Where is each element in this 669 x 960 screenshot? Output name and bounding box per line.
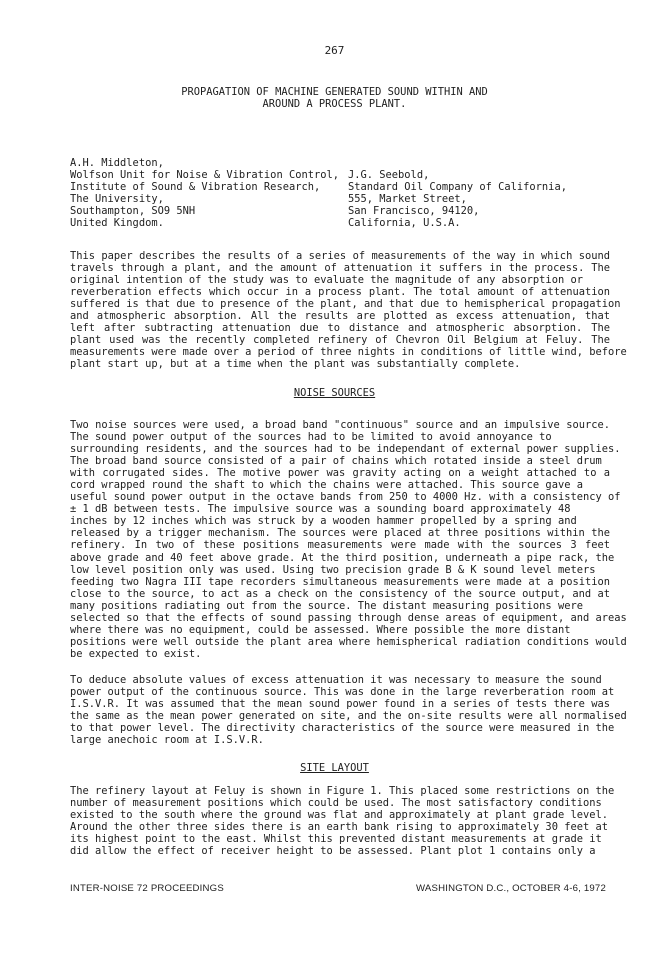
text-line: did allow the effect of receiver height to be assessed. Plant plot 1 contains only a bbox=[70, 845, 596, 858]
text-line: This paper describes the results of a series of measurements of the way in which sound bbox=[70, 250, 610, 262]
text-line: where there was no equipment, could be assessed. Where possible the more distant bbox=[70, 623, 571, 636]
text-line: The sound power output of the sources had to be limited to avoid annoyance to bbox=[70, 431, 552, 444]
author-line: 555, Market Street, bbox=[348, 193, 467, 206]
author-line: A.H. Middleton, bbox=[70, 157, 164, 169]
text-line: plant start up, but at a time when the plant was substantially complete. bbox=[70, 358, 521, 371]
text-line: many positions radiating out from the source. The distant measuring positions were bbox=[70, 599, 583, 612]
site-layout-paragraph bbox=[70, 785, 615, 858]
text-line: low level position only was used. Using two precision grade B & K sound level meters bbox=[70, 563, 596, 576]
author-right bbox=[348, 157, 567, 229]
section-heading-site-layout: SITE LAYOUT bbox=[300, 762, 369, 774]
text-line: released by a trigger mechanism. The sources were placed at three positions within the bbox=[70, 527, 610, 540]
section-heading-noise-sources: NOISE SOURCES bbox=[293, 387, 376, 399]
text-line: be expected to exist. bbox=[70, 647, 202, 660]
author-line: United Kingdom. bbox=[70, 217, 164, 230]
author-left bbox=[70, 157, 339, 229]
text-line: original intention of the study was to evaluate the magnitude of any absorption or bbox=[70, 274, 583, 287]
text-line: cord wrapped round the shaft to which the chains were attached. This source gave a bbox=[70, 479, 583, 492]
author-line: J.G. Seebold, bbox=[348, 169, 430, 182]
text-line: travels through a plant, and the amount of attenuation it suffers in the process. The bbox=[70, 262, 610, 275]
text-line: close to the source, to act as a check on the consistency of the source output, and at bbox=[70, 587, 610, 600]
text-line: surrounding residents, and the sources had to be independant of external power supplies. bbox=[70, 443, 621, 456]
text-line: selected so that the effects of sound passing through dense areas of equipment, and areas bbox=[70, 611, 627, 624]
text-line: useful sound power output in the octave bands from 250 to 4000 Hz. with a consistency of bbox=[70, 491, 621, 504]
text-line: suffered is that due to presence of the plant, and that due to hemispherical propagation bbox=[70, 298, 621, 311]
text-line: reverberation effects which occur in a process plant. The total amount of attenuation bbox=[70, 286, 610, 299]
title-line: PROPAGATION OF MACHINE GENERATED SOUND WITHIN AND bbox=[181, 86, 488, 98]
text-line: large anechoic room at I.S.V.R. bbox=[70, 734, 264, 747]
text-line: existed to the south where the ground was flat and approximately at plant grade level. bbox=[70, 809, 608, 822]
text-line: I.S.V.R. It was assumed that the mean sound power found in a series of tests there was bbox=[70, 698, 610, 711]
text-line: feeding two Nagra III tape recorders simultaneous measurements were made at a position bbox=[70, 575, 610, 588]
author-line: Southampton, SO9 5NH bbox=[70, 205, 196, 218]
text-line: inches by 12 inches which was struck by a wooden hammer propelled by a spring and bbox=[70, 515, 577, 528]
page-number: 267 bbox=[324, 44, 345, 57]
text-line: number of measurement positions which could be used. The most satisfactory conditions bbox=[70, 797, 602, 810]
text-line: To deduce absolute values of excess attenuation it was necessary to measure the sound bbox=[70, 674, 602, 686]
footer-location-date: WASHINGTON D.C., OCTOBER 4-6, 1972 bbox=[415, 883, 606, 894]
title-line: AROUND A PROCESS PLANT. bbox=[262, 98, 407, 111]
text-line: positions were well outside the plant area where hemispherical radiation conditions would bbox=[70, 635, 627, 648]
text-line: Around the other three sides there is an earth bank rising to approximately 30 feet at bbox=[70, 821, 608, 834]
deduce-paragraph bbox=[70, 674, 627, 747]
text-line: with corrugated sides. The motive power was gravity acting on a weight attached to a bbox=[70, 467, 610, 480]
author-line: California, U.S.A. bbox=[348, 217, 461, 230]
text-line: the same as the mean power generated on site, and the on-site results were all normalised bbox=[70, 710, 627, 723]
author-line: Wolfson Unit for Noise & Vibration Control, bbox=[70, 169, 339, 182]
text-line: power output of the continuous source. This was done in the large reverberation room at bbox=[70, 686, 615, 699]
author-line: The University, bbox=[70, 193, 164, 206]
noise-sources-paragraph bbox=[70, 419, 627, 660]
paper-title bbox=[0, 86, 669, 110]
text-line: refinery. In two of these positions measurements were made with the sources 3 feet bbox=[70, 539, 610, 552]
text-line: measurements were made over a period of three nights in conditions of little wind, before bbox=[70, 346, 627, 359]
author-line: San Francisco, 94120, bbox=[348, 205, 480, 218]
author-line: Standard Oil Company of California, bbox=[348, 181, 567, 194]
text-line: above grade and 40 feet above grade. At the third position, underneath a pipe rack, the bbox=[70, 551, 615, 564]
text-line: The refinery layout at Feluy is shown in Figure 1. This placed some restrictions on the bbox=[70, 785, 615, 797]
text-line: ± 1 dB between tests. The impulsive source was a sounding board approximately 48 bbox=[70, 503, 571, 516]
footer-proceedings: INTER-NOISE 72 PROCEEDINGS bbox=[70, 883, 224, 894]
abstract-paragraph bbox=[70, 250, 627, 371]
text-line: Two noise sources were used, a broad band "continuous" source and an impulsive source. bbox=[70, 419, 610, 431]
text-line: left after subtracting attenuation due to distance and atmospheric absorption. The bbox=[70, 322, 610, 335]
text-line: and atmospheric absorption. All the results are plotted as excess attenuation, that bbox=[70, 310, 610, 323]
text-line: to that power level. The directivity characteristics of the source were measured in the bbox=[70, 722, 615, 735]
text-line: its highest point to the east. Whilst this prevented distant measurements at grade it bbox=[70, 833, 602, 846]
text-line: The broad band source consisted of a pair of chains which rotated inside a steel drum bbox=[70, 455, 602, 468]
text-line: plant used was the recently completed refinery of Chevron Oil Belgium at Feluy. The bbox=[70, 334, 610, 347]
author-line: Institute of Sound & Vibration Research, bbox=[70, 181, 321, 194]
